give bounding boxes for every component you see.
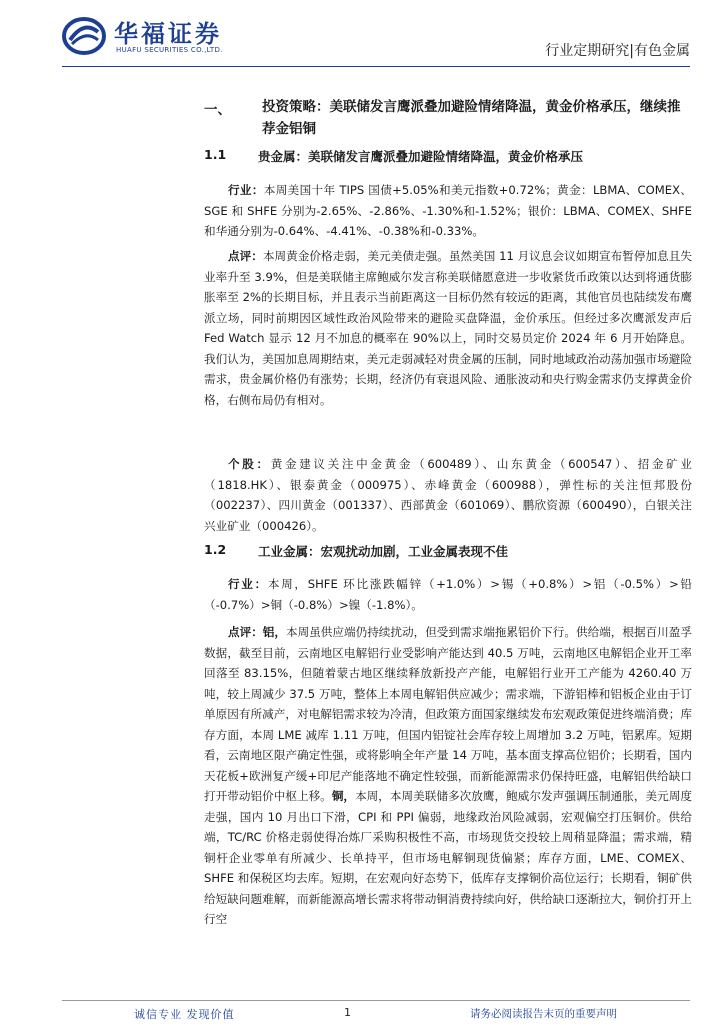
paragraph-text: 本周黄金价格走弱，美元美债走强。虽然美国 11 月议息会议如期宣布暂停加息且失业率升至 3.9%，但是美联储主席鲍威尔发言称美联储愿意进一步收紧货币政策以达到将通货膨胀率至 2%的长期目标，并且表示当前距离这一目标仍然有较远的距离，其他官员也陆续发布鹰派立场，同时前期因区域性政治风险带来的避险买盘降温，金价承压。但经过多次鹰派发声后 Fed Watch 显示 12 月不加息的概率在 90%以上，同时交易员定价 2024 年 6 月开始降息。我们认为，美国加息周期结束，美元走弱减轻对贵金属的压制，同时地域政治动荡加强市场避险需求，贵金属价格仍有涨势；长期，经济仍有衰退风险、通胀波动和央行购金需求仍支撑黄金价格，右侧布局仍有相对。 [204,249,692,407]
report-type: 行业定期研究|有色金属 [545,43,690,59]
paragraph-text-copper: 本周，本周美联储多次放鹰，鲍威尔发声强调压制通胀，美元周度走强，国内 10 月出口下滑，CPI 和 PPI 偏弱，地缘政治风险减弱，宏观偏空打压铜价。供给端，TC/RC 价格走弱使得冶炼厂采购积极性不高，市场现货交投较上周稍显降温；需求端，精铜杆企业零单有所减少、长单持平，但市场电解铜现货偏紧；库存方面，LME、COMEX、SHFE 和保税区均去库。短期，在宏观向好态势下，低库存支撑铜价高位运行；长期看，铜矿供给短缺问题难解，而新能源高增长需求将带动铜消费持续向好，供给缺口逐渐拉大，铜价打开上行空 [204,789,692,926]
page-header [0,0,724,72]
company-name-en: HUAFU SECURITIES CO.,LTD. [116,46,223,54]
section-number: 一、 [204,102,231,118]
paragraph-lead: 点评：铝， [228,625,286,639]
subsection-number: 1.1 [204,147,227,162]
paragraph-text: 黄金建议关注中金黄金（600489）、山东黄金（600547）、招金矿业（1818.HK）、银泰黄金（000975）、赤峰黄金（600988），弹性标的关注恒邦股份（002237）、四川黄金（001337）、西部黄金（601069）、鹏欣资源（600490），白银关注兴业矿业（000426）。 [204,457,692,533]
footer-disclaimer: 请务必阅读报告末页的重要声明 [470,1008,617,1020]
company-logo [62,14,242,60]
page-number: 1 [344,1006,351,1019]
paragraph-text: 本周虽供应端仍持续扰动，但受到需求端拖累铝价下行。供给端，根据百川盈孚数据，截至目前，云南地区电解铝行业受影响产能达到 40.5 万吨，云南地区电解铝企业开工率回落至 83.15%，但随着蒙古地区继续释放新投产产能，电解铝行业开工产能为 4260.40 万吨，较上周减少 37.5 万吨，整体上本周电解铝供应减少；需求端，下游铝棒和铝板企业由于订单原因有所减产，对电解铝需求较为冷清，但政策方面国家继续发布宏观政策促进终端消费；库存方面，本周 LME 减库 1.11 万吨，但国内铝锭社会库存较上周增加 3.2 万吨，铝累库。短期看，云南地区限产确定性强，或将影响全年产量 14 万吨，基本面支撑高位铝价；长期看，国内天花板+欧洲复产缓+印尼产能落地不确定性较强，而新能源需求仍保持旺盛，电解铝供给缺口打开带动铝价中枢上移。 [204,625,692,803]
paragraph-lead: 行业： [228,577,268,591]
paragraph-lead: 行业： [228,183,264,197]
paragraph-comment-metals [204,622,692,930]
header-divider [62,66,690,67]
paragraph-text: 本周，SHFE 环比涨跌幅锌（+1.0%）>锡（+0.8%）>铝（-0.5%）>铅（-0.7%）>铜（-0.8%）>镍（-1.8%）。 [204,577,692,612]
subsection-title: 贵金属：美联储发言鹰派叠加避险情绪降温，黄金价格承压 [258,149,584,164]
paragraph-lead-copper: 铜， [331,789,356,803]
subsection-number: 1.2 [204,542,227,557]
huafu-logo-icon [62,16,106,56]
paragraph-lead: 点评： [228,249,263,263]
paragraph-stocks [204,454,692,536]
paragraph-industry-precious [204,180,692,242]
subsection-title: 工业金属：宏观扰动加剧，工业金属表现不佳 [258,544,509,559]
section-title: 投资策略：美联储发言鹰派叠加避险情绪降温，黄金价格承压，继续推荐金铝铜 [262,99,681,137]
paragraph-lead: 个股： [228,457,271,471]
paragraph-text: 本周美国十年 TIPS 国债+5.05%和美元指数+0.72%；黄金：LBMA、COMEX、SGE 和 SHFE 分别为-2.65%、-2.86%、-1.30%和-1.52%；银价：LBMA、COMEX、SHFE 和华通分别为-0.64%、-4.41%、-0.38%和-0.33%。 [204,183,692,238]
footer-divider [62,1000,690,1001]
company-name-cn: 华福证券 [114,20,222,48]
paragraph-comment-precious [204,246,692,410]
paragraph-industry-metals [204,574,692,615]
footer-slogan: 诚信专业 发现价值 [134,1008,235,1021]
